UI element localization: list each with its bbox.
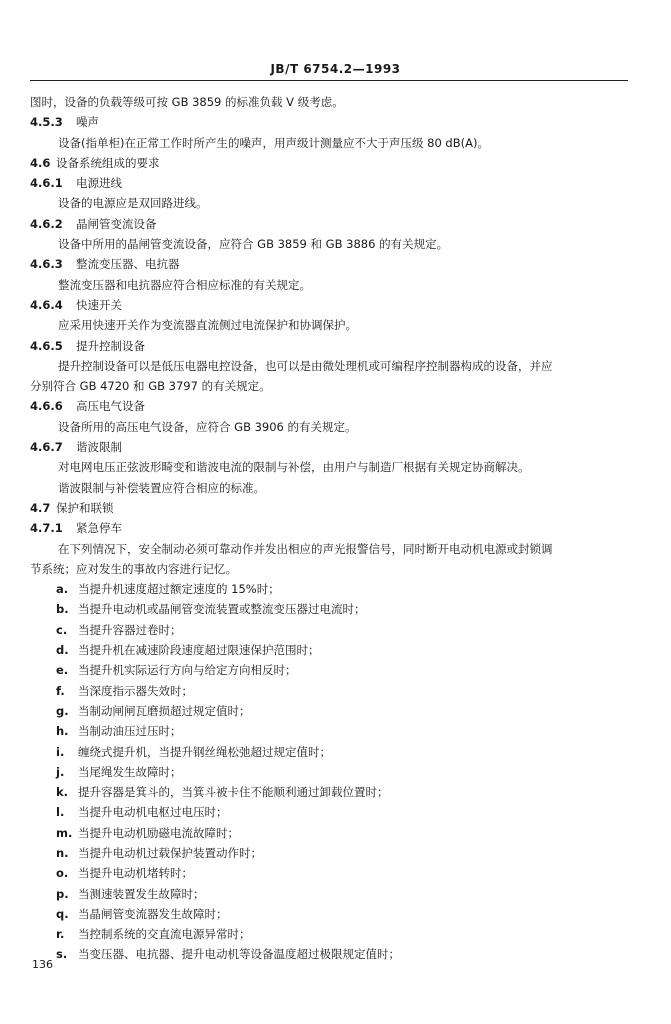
body-text-line [30, 478, 630, 498]
list-item-text: 缠绕式提升机，当提升钢丝绳松弛超过规定值时； [78, 744, 331, 759]
clause-text: 节系统；应对发生的事故内容进行记忆。 [30, 561, 237, 576]
clause-heading [30, 254, 630, 274]
body-text-line [30, 356, 630, 376]
list-item-text: 当提升电动机或晶闸管变流装置或整流变压器过电流时； [78, 602, 366, 617]
list-item-text: 当提升电动机电枢过电压时； [78, 805, 228, 820]
list-item-text: 当提升机在减速阶段速度超过限速保护范围时； [78, 643, 320, 658]
list-item-letter: n. [56, 845, 69, 860]
clause-number: 4.6.6 [30, 399, 63, 414]
body-text-line [30, 234, 630, 254]
clause-text: 高压电气设备 [76, 399, 145, 414]
list-item [30, 701, 630, 721]
clause-heading [30, 295, 630, 315]
list-item-letter: p. [56, 886, 69, 901]
list-item [30, 660, 630, 680]
clause-heading [30, 153, 630, 173]
document-body [30, 92, 630, 965]
clause-text: 谐波限制 [76, 440, 122, 455]
list-item [30, 721, 630, 741]
list-item-letter: l. [56, 805, 65, 820]
list-item [30, 782, 630, 802]
clause-heading [30, 518, 630, 538]
clause-number: 4.6.5 [30, 338, 63, 353]
list-item-letter: g. [56, 703, 69, 718]
body-text-line [30, 559, 630, 579]
clause-text: 噪声 [76, 115, 99, 130]
list-item-text: 提升容器是箕斗的，当箕斗被卡住不能顺利通过卸载位置时； [78, 785, 389, 800]
list-item-text: 当晶闸管变流器发生故障时； [78, 906, 228, 921]
list-item [30, 681, 630, 701]
list-item-text: 当提升电动机过载保护装置动作时； [78, 845, 262, 860]
list-item-text: 当制动油压过压时； [78, 724, 182, 739]
body-text-line [30, 92, 630, 112]
clause-heading [30, 214, 630, 234]
clause-heading [30, 437, 630, 457]
condition-list [30, 579, 630, 965]
body-text-line [30, 457, 630, 477]
list-item-letter: k. [56, 785, 69, 800]
list-item-letter: c. [56, 622, 68, 637]
clause-text: 设备系统组成的要求 [56, 155, 160, 170]
list-item [30, 904, 630, 924]
clause-number: 4.6 [30, 155, 51, 170]
clause-text: 紧急停车 [76, 521, 122, 536]
list-item-letter: r. [56, 927, 65, 942]
clause-heading [30, 173, 630, 193]
list-item [30, 944, 630, 964]
clause-number: 4.6.1 [30, 176, 63, 191]
body-text-line [30, 193, 630, 213]
list-item-text: 当尾绳发生故障时； [78, 764, 182, 779]
list-item-letter: f. [56, 683, 65, 698]
list-item [30, 762, 630, 782]
clause-number: 4.6.7 [30, 440, 63, 455]
clause-number: 4.6.2 [30, 216, 63, 231]
list-item [30, 640, 630, 660]
clause-lines [30, 92, 630, 579]
list-item [30, 924, 630, 944]
clause-text: 整流变压器、电抗器 [76, 257, 180, 272]
list-item-text: 当变压器、电抗器、提升电动机等设备温度超过极限规定值时； [78, 947, 400, 962]
clause-number: 4.5.3 [30, 115, 63, 130]
clause-text: 应采用快速开关作为变流器直流侧过电流保护和协调保护。 [58, 318, 357, 333]
clause-text: 提升控制设备 [76, 338, 145, 353]
list-item-letter: m. [56, 825, 73, 840]
list-item [30, 843, 630, 863]
list-item-letter: j. [56, 764, 65, 779]
clause-text: 在下列情况下，安全制动必须可靠动作并发出相应的声光报警信号，同时断开电动机电源或封锁调 [58, 541, 553, 556]
clause-text: 整流变压器和电抗器应符合相应标准的有关规定。 [58, 277, 311, 292]
clause-text: 电源进线 [76, 176, 122, 191]
clause-number: 4.7 [30, 500, 51, 515]
clause-text: 分别符合 GB 4720 和 GB 3797 的有关规定。 [30, 379, 271, 394]
list-item-letter: s. [56, 947, 68, 962]
list-item-letter: h. [56, 724, 69, 739]
list-item-letter: i. [56, 744, 65, 759]
list-item-letter: q. [56, 906, 69, 921]
list-item [30, 579, 630, 599]
clause-text: 对电网电压正弦波形畸变和谐波电流的限制与补偿，由用户与制造厂根据有关规定协商解决。 [58, 460, 530, 475]
list-item-letter: o. [56, 866, 69, 881]
body-text-line [30, 417, 630, 437]
clause-text: 设备中所用的晶闸管变流设备，应符合 GB 3859 和 GB 3886 的有关规定。 [58, 237, 449, 252]
list-item-text: 当测速装置发生故障时； [78, 886, 205, 901]
list-item-text: 当提升电动机励磁电流故障时； [78, 825, 239, 840]
page-number: 136 [32, 958, 53, 971]
body-text-line [30, 376, 630, 396]
clause-text: 快速开关 [76, 297, 122, 312]
list-item-letter: d. [56, 643, 69, 658]
clause-heading [30, 396, 630, 416]
clause-text: 图时，设备的负载等级可按 GB 3859 的标准负载 V 级考虑。 [30, 95, 344, 109]
list-item-text: 当提升电动机堵转时； [78, 866, 193, 881]
header-rule [30, 80, 628, 81]
clause-heading [30, 336, 630, 356]
list-item-letter: a. [56, 582, 69, 597]
clause-text: 设备(指单柜)在正常工作时所产生的噪声，用声级计测量应不大于声压级 80 dB(A)。 [58, 135, 489, 150]
list-item-letter: b. [56, 602, 69, 617]
body-text-line [30, 133, 630, 153]
clause-text: 晶闸管变流设备 [76, 216, 157, 231]
clause-number: 4.7.1 [30, 521, 63, 536]
clause-text: 设备所用的高压电气设备，应符合 GB 3906 的有关规定。 [58, 419, 357, 434]
clause-heading [30, 112, 630, 132]
list-item [30, 863, 630, 883]
list-item-text: 当控制系统的交直流电源异常时； [78, 927, 251, 942]
list-item [30, 884, 630, 904]
clause-heading [30, 498, 630, 518]
page-header: JB/T 6754.2—1993 [270, 62, 401, 76]
list-item-text: 当提升容器过卷时； [78, 622, 182, 637]
list-item [30, 823, 630, 843]
clause-number: 4.6.3 [30, 257, 63, 272]
clause-number: 4.6.4 [30, 297, 63, 312]
clause-text: 保护和联锁 [56, 500, 114, 515]
list-item [30, 802, 630, 822]
list-item-text: 当提升机实际运行方向与给定方向相反时； [78, 663, 297, 678]
body-text-line [30, 315, 630, 335]
list-item [30, 620, 630, 640]
list-item [30, 742, 630, 762]
list-item [30, 599, 630, 619]
clause-text: 提升控制设备可以是低压电器电控设备，也可以是由微处理机或可编程序控制器构成的设备，并应 [58, 358, 553, 373]
clause-text: 设备的电源应是双回路进线。 [58, 196, 208, 211]
list-item-text: 当提升机速度超过额定速度的 15%时； [78, 582, 280, 597]
list-item-text: 当制动闸闸瓦磨损超过规定值时； [78, 703, 251, 718]
list-item-text: 当深度指示器失效时； [78, 683, 193, 698]
clause-text: 谐波限制与补偿装置应符合相应的标准。 [58, 480, 265, 495]
body-text-line [30, 275, 630, 295]
body-text-line [30, 539, 630, 559]
list-item-letter: e. [56, 663, 69, 678]
